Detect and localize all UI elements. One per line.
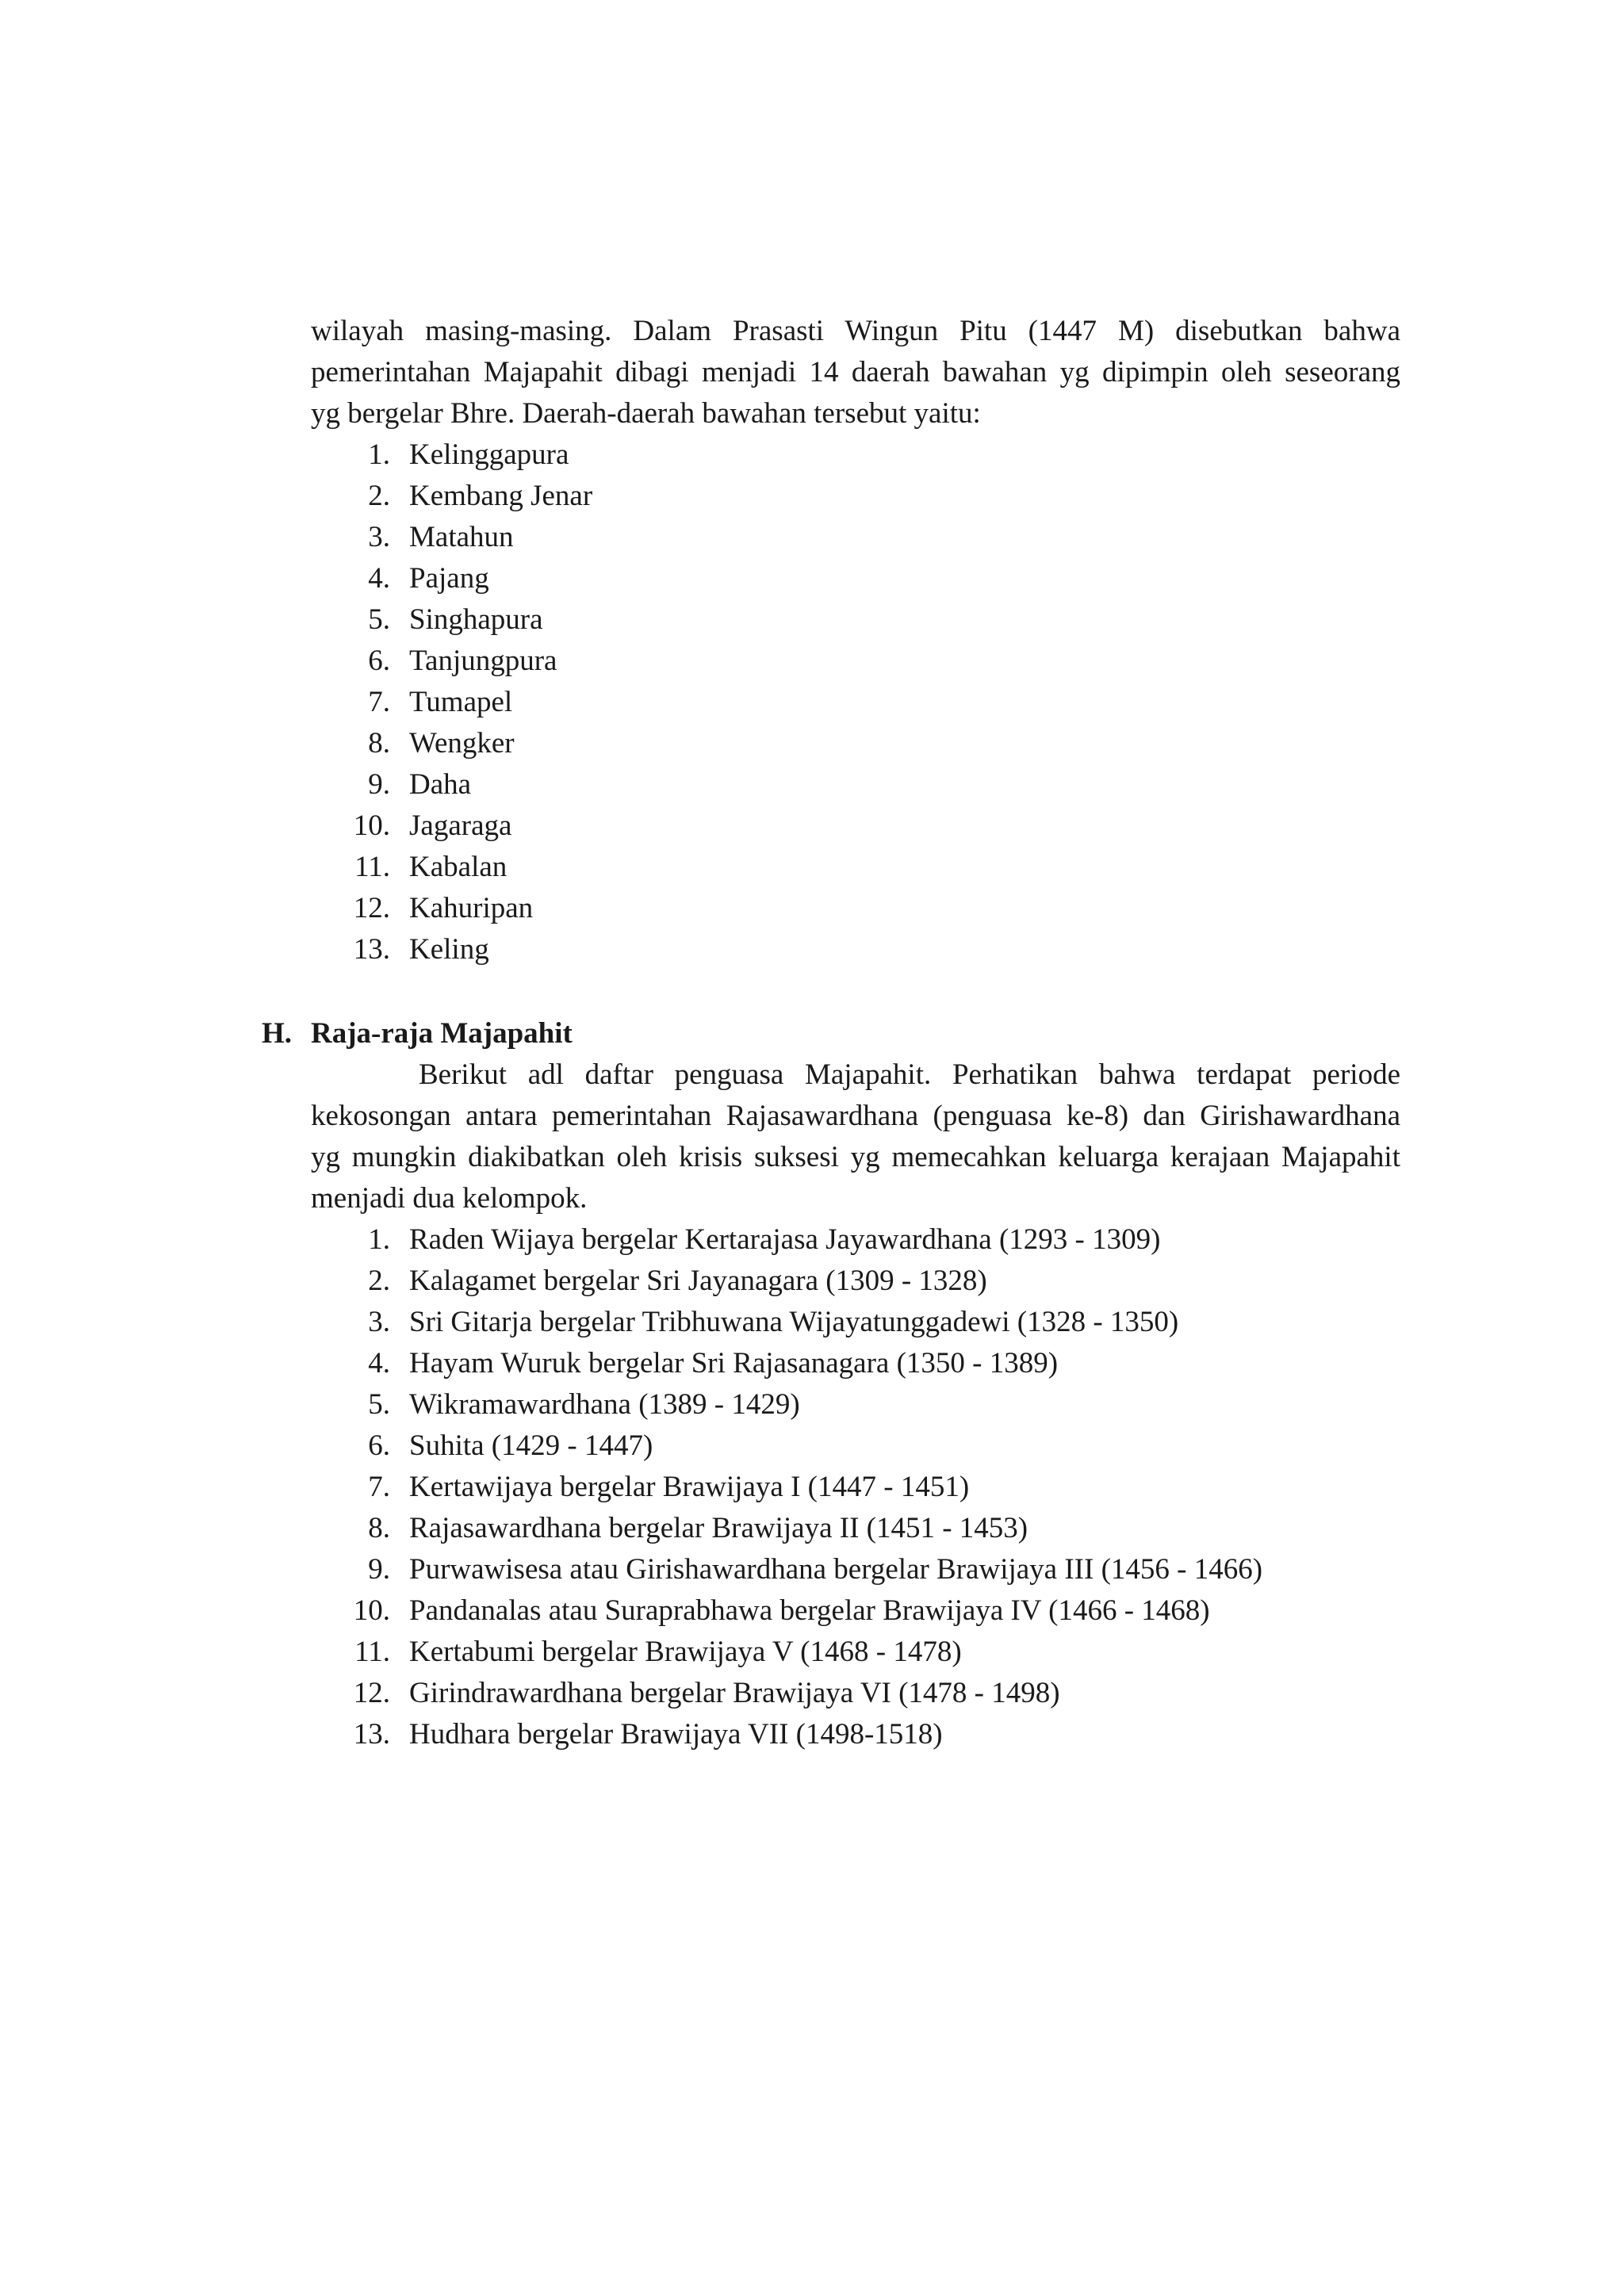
list-item <box>0 929 1400 970</box>
list-number: 8. <box>368 1512 390 1544</box>
list-number: 2. <box>368 1265 390 1297</box>
list-number: 2. <box>368 480 390 512</box>
region-name: Jagaraga <box>409 809 512 842</box>
list-item <box>0 1549 1400 1590</box>
section-line-1: Berikut adl daftar penguasa Majapahit. Perhatikan bahwa terdapat periode <box>419 1058 1400 1091</box>
region-name: Kahuripan <box>409 892 534 924</box>
list-number: 6. <box>368 645 390 677</box>
list-number: 5. <box>368 1388 390 1421</box>
list-item <box>0 847 1400 888</box>
region-name: Singhapura <box>409 603 543 636</box>
list-number: 5. <box>368 603 390 636</box>
section-letter: H. <box>262 1017 293 1050</box>
section-line-3: yg mungkin diakibatkan oleh krisis suksesi yg memecahkan keluarga kerajaan Majapahit <box>311 1141 1400 1173</box>
list-item <box>0 641 1400 682</box>
list-item <box>0 1467 1400 1508</box>
list-item <box>0 764 1400 806</box>
regions-list <box>0 434 1400 970</box>
rulers-list <box>0 1219 1400 1755</box>
list-number: 11. <box>354 851 390 883</box>
list-item <box>0 434 1400 476</box>
region-name: Wengker <box>409 727 515 760</box>
list-number: 7. <box>368 1471 390 1503</box>
region-name: Kembang Jenar <box>409 480 593 512</box>
list-number: 13. <box>353 933 390 966</box>
region-name: Tanjungpura <box>409 645 557 677</box>
list-item <box>0 1384 1400 1425</box>
intro-line-3: yg bergelar Bhre. Daerah-daerah bawahan tersebut yaitu: <box>311 397 981 430</box>
intro-paragraph <box>311 311 1400 434</box>
list-number: 12. <box>353 1677 390 1709</box>
list-number: 4. <box>368 562 390 595</box>
list-item <box>0 1261 1400 1302</box>
ruler-name: Raden Wijaya bergelar Kertarajasa Jayawardhana (1293 - 1309) <box>409 1223 1161 1256</box>
list-item <box>0 1590 1400 1632</box>
list-number: 9. <box>368 768 390 801</box>
list-item <box>0 1632 1400 1673</box>
list-number: 9. <box>368 1553 390 1586</box>
ruler-name: Hudhara bergelar Brawijaya VII (1498-1518) <box>409 1718 943 1751</box>
list-number: 12. <box>353 892 390 924</box>
list-number: 4. <box>368 1347 390 1380</box>
list-number: 3. <box>368 1306 390 1338</box>
ruler-name: Kertabumi bergelar Brawijaya V (1468 - 1478) <box>409 1636 962 1668</box>
list-item <box>0 476 1400 517</box>
list-item <box>0 1219 1400 1261</box>
list-number: 6. <box>368 1429 390 1462</box>
list-item <box>0 1343 1400 1384</box>
list-item <box>0 1425 1400 1467</box>
list-number: 1. <box>368 1223 390 1256</box>
list-item <box>0 517 1400 558</box>
list-number: 1. <box>368 438 390 471</box>
list-item <box>0 806 1400 847</box>
list-number: 11. <box>354 1636 390 1668</box>
list-number: 10. <box>353 1594 390 1627</box>
list-number: 8. <box>368 727 390 760</box>
region-name: Kabalan <box>409 851 508 883</box>
ruler-name: Kertawijaya bergelar Brawijaya I (1447 - 1451) <box>409 1471 970 1503</box>
region-name: Daha <box>409 768 472 801</box>
ruler-name: Sri Gitarja bergelar Tribhuwana Wijayatunggadewi (1328 - 1350) <box>409 1306 1179 1338</box>
region-name: Pajang <box>409 562 489 595</box>
ruler-name: Rajasawardhana bergelar Brawijaya II (1451 - 1453) <box>409 1512 1028 1544</box>
list-number: 7. <box>368 686 390 718</box>
ruler-name: Wikramawardhana (1389 - 1429) <box>409 1388 800 1421</box>
list-item <box>0 682 1400 723</box>
list-item <box>0 888 1400 929</box>
intro-line-2: pemerintahan Majapahit dibagi menjadi 14 daerah bawahan yg dipimpin oleh seseorang <box>311 356 1400 388</box>
list-item <box>0 723 1400 764</box>
list-number: 10. <box>353 809 390 842</box>
section-title: Raja-raja Majapahit <box>311 1017 573 1050</box>
list-item <box>0 599 1400 641</box>
ruler-name: Pandanalas atau Suraprabhawa bergelar Brawijaya IV (1466 - 1468) <box>409 1594 1210 1627</box>
ruler-name: Kalagamet bergelar Sri Jayanagara (1309 - 1328) <box>409 1265 987 1297</box>
list-item <box>0 1508 1400 1549</box>
region-name: Matahun <box>409 521 514 553</box>
list-item <box>0 1673 1400 1714</box>
list-item <box>0 1302 1400 1343</box>
region-name: Keling <box>409 933 489 966</box>
ruler-name: Purwawisesa atau Girishawardhana bergelar Brawijaya III (1456 - 1466) <box>409 1553 1263 1586</box>
ruler-name: Girindrawardhana bergelar Brawijaya VI (1478 - 1498) <box>409 1677 1060 1709</box>
list-number: 13. <box>353 1718 390 1751</box>
list-item <box>0 1714 1400 1755</box>
section-paragraph <box>311 1054 1400 1219</box>
section-line-2: kekosongan antara pemerintahan Rajasawardhana (penguasa ke-8) dan Girishawardhana <box>311 1100 1400 1132</box>
section-line-4: menjadi dua kelompok. <box>311 1182 588 1215</box>
list-item <box>0 558 1400 599</box>
ruler-name: Hayam Wuruk bergelar Sri Rajasanagara (1350 - 1389) <box>409 1347 1059 1380</box>
region-name: Tumapel <box>409 686 513 718</box>
list-number: 3. <box>368 521 390 553</box>
region-name: Kelinggapura <box>409 438 569 471</box>
ruler-name: Suhita (1429 - 1447) <box>409 1429 653 1462</box>
section-heading <box>262 1013 573 1054</box>
intro-line-1: wilayah masing-masing. Dalam Prasasti Wingun Pitu (1447 M) disebutkan bahwa <box>311 315 1400 347</box>
